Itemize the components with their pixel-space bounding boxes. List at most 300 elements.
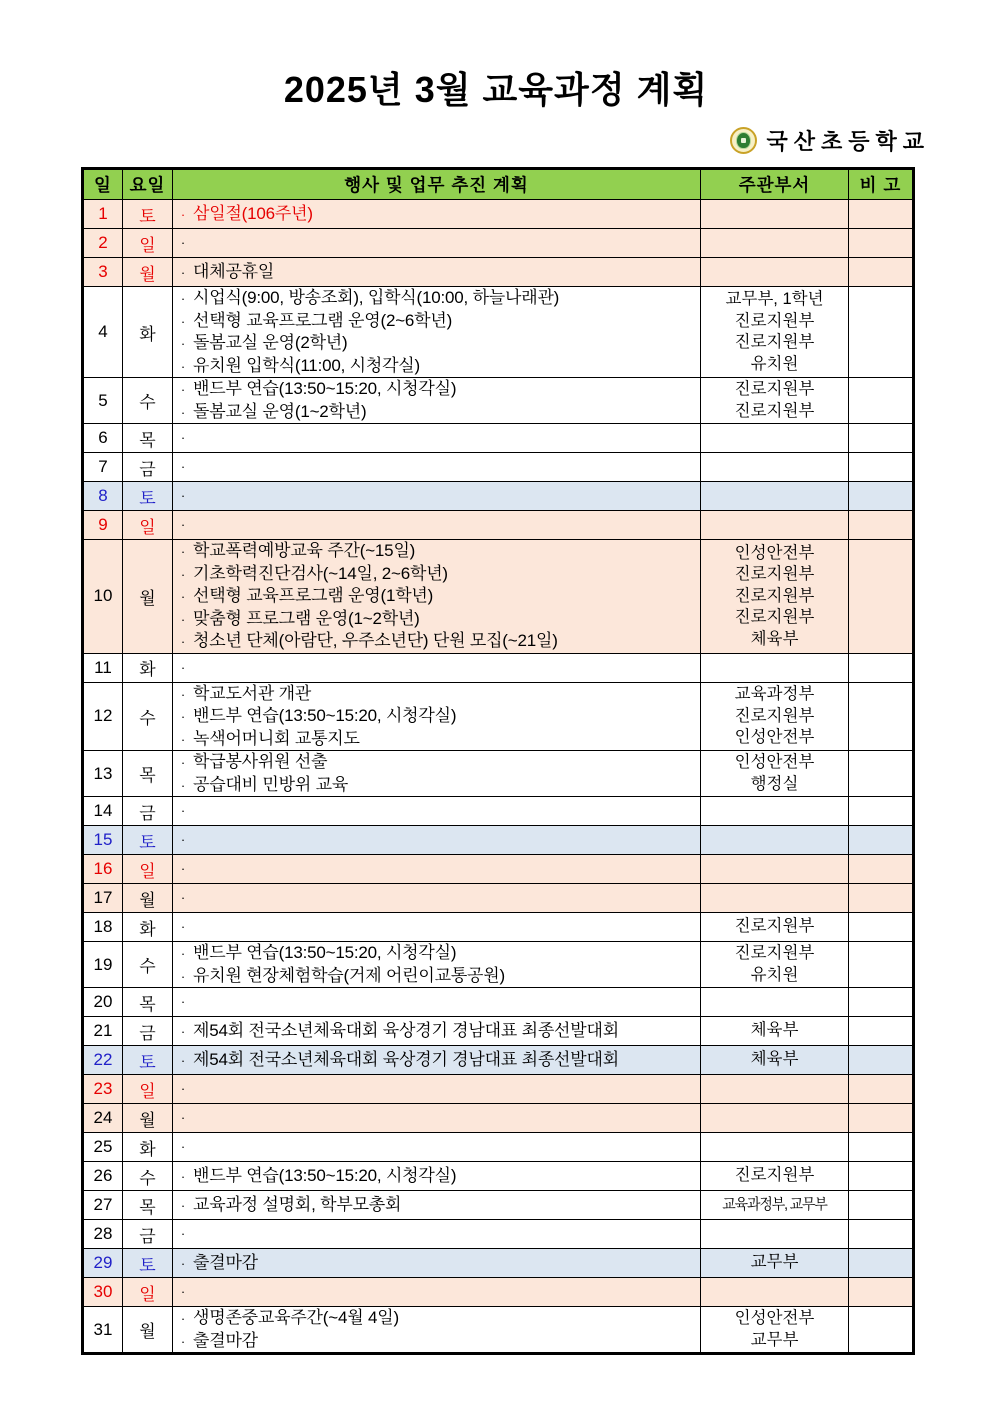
weekday-cell: 월 [123, 1104, 173, 1133]
column-header: 주관부서 [701, 169, 849, 200]
table-row [83, 797, 914, 826]
department-cell [701, 378, 849, 424]
day-cell: 28 [83, 1220, 123, 1249]
note-cell [849, 1307, 914, 1354]
department-cell [701, 855, 849, 884]
weekday-cell: 월 [123, 1307, 173, 1354]
bullet-icon: · [180, 1255, 186, 1271]
bullet-icon: · [180, 358, 186, 374]
department-cell [701, 1133, 849, 1162]
department-line: 교무부, 1학년 [725, 290, 824, 308]
event-line [173, 1136, 700, 1158]
department-cell [701, 942, 849, 988]
event-text: 제54회 전국소년체육대회 육상경기 경남대표 최종선발대회 [193, 1049, 619, 1069]
table-row [83, 482, 914, 511]
bullet-icon: · [180, 1197, 186, 1213]
events-cell [173, 453, 701, 482]
events-cell [173, 287, 701, 378]
event-text: 돌봄교실 운영(2학년) [193, 333, 348, 352]
table-row [83, 229, 914, 258]
table-row [83, 653, 914, 682]
day-cell: 16 [83, 855, 123, 884]
department-cell [701, 1162, 849, 1191]
day-cell: 22 [83, 1046, 123, 1075]
event-line [173, 1165, 700, 1188]
day-cell: 18 [83, 913, 123, 942]
event-line [173, 608, 700, 631]
note-cell [849, 200, 914, 229]
event-line [173, 965, 700, 988]
table-row [83, 1249, 914, 1278]
table-row [83, 1046, 914, 1075]
note-cell [849, 751, 914, 797]
department-cell [701, 1104, 849, 1133]
table-row [83, 884, 914, 913]
department-cell [701, 1191, 849, 1220]
weekday-cell: 일 [123, 229, 173, 258]
event-text: 유치원 현장체험학습(거제 어린이교통공원) [193, 965, 505, 985]
event-line [173, 287, 700, 310]
event-line [173, 630, 700, 653]
department-cell [701, 913, 849, 942]
page-title: 2025년 3월 교육과정 계획 [283, 69, 709, 110]
table-row [83, 1133, 914, 1162]
weekday-cell: 목 [123, 751, 173, 797]
bullet-icon: · [180, 709, 186, 724]
department-line: 진로지원부 [734, 1166, 815, 1185]
event-line [173, 887, 700, 909]
events-cell [173, 540, 701, 654]
note-cell [849, 1075, 914, 1104]
department-cell [701, 884, 849, 913]
day-cell: 10 [83, 540, 123, 654]
table-row [83, 287, 914, 378]
event-line [173, 1049, 700, 1072]
weekday-cell: 화 [123, 287, 173, 378]
events-cell [173, 1307, 701, 1354]
bullet-icon: · [180, 488, 186, 504]
weekday-cell: 수 [123, 942, 173, 988]
note-cell [849, 1104, 914, 1133]
day-cell: 25 [83, 1133, 123, 1162]
school-emblem-icon [730, 127, 757, 154]
note-cell [849, 287, 914, 378]
bullet-icon: · [180, 1284, 186, 1300]
department-cell [701, 826, 849, 855]
event-line [173, 540, 700, 563]
day-cell: 29 [83, 1249, 123, 1278]
events-cell [173, 1104, 701, 1133]
day-cell: 19 [83, 942, 123, 988]
schedule-table [81, 167, 915, 1355]
table-row [83, 913, 914, 942]
table-row [83, 682, 914, 751]
day-cell: 7 [83, 453, 123, 482]
note-cell [849, 229, 914, 258]
event-text: 녹색어머니회 교통지도 [193, 728, 360, 748]
events-cell [173, 258, 701, 287]
bullet-icon: · [180, 634, 186, 649]
bullet-icon: · [180, 566, 186, 582]
event-text: 삼일절(106주년) [193, 203, 313, 223]
event-line [173, 657, 700, 679]
department-line: 체육부 [750, 629, 799, 648]
weekday-cell: 화 [123, 913, 173, 942]
bullet-icon: · [180, 235, 186, 251]
day-cell: 3 [83, 258, 123, 287]
department-cell [701, 287, 849, 378]
table-row [83, 540, 914, 654]
events-cell [173, 482, 701, 511]
bullet-icon: · [180, 861, 186, 877]
weekday-cell: 금 [123, 453, 173, 482]
department-line: 유치원 [750, 354, 799, 373]
day-cell: 1 [83, 200, 123, 229]
event-text: 선택형 교육프로그램 운영(1학년) [193, 586, 434, 605]
bullet-icon: · [180, 404, 186, 420]
bullet-icon: · [180, 291, 186, 306]
weekday-cell: 수 [123, 378, 173, 424]
weekday-cell: 일 [123, 1075, 173, 1104]
bullet-icon: · [180, 919, 186, 935]
department-line: 체육부 [750, 1050, 799, 1069]
event-text: 학급봉사위원 선출 [193, 752, 328, 771]
event-text: 선택형 교육프로그램 운영(2~6학년) [193, 310, 453, 330]
department-cell [701, 200, 849, 229]
table-row [83, 751, 914, 797]
event-line [173, 916, 700, 938]
department-line: 체육부 [750, 1021, 799, 1040]
department-cell [701, 1017, 849, 1046]
department-cell [701, 797, 849, 826]
weekday-cell: 일 [123, 1278, 173, 1307]
event-line [173, 728, 700, 751]
events-cell [173, 942, 701, 988]
bullet-icon: · [180, 430, 186, 446]
event-line [173, 1223, 700, 1245]
event-line [173, 1194, 700, 1217]
day-cell: 2 [83, 229, 123, 258]
table-row [83, 511, 914, 540]
events-cell [173, 826, 701, 855]
day-cell: 31 [83, 1307, 123, 1354]
weekday-cell: 금 [123, 797, 173, 826]
department-cell [701, 988, 849, 1017]
event-line [173, 203, 700, 226]
note-cell [849, 855, 914, 884]
day-cell: 17 [83, 884, 123, 913]
table-row [83, 1017, 914, 1046]
events-cell [173, 1133, 701, 1162]
table-row [83, 1278, 914, 1307]
weekday-cell: 금 [123, 1220, 173, 1249]
table-row [83, 855, 914, 884]
note-cell [849, 1162, 914, 1191]
event-line [173, 800, 700, 822]
event-text: 생명존중교육주간(~4월 4일) [193, 1308, 399, 1327]
events-cell [173, 1075, 701, 1104]
events-cell [173, 797, 701, 826]
department-cell [701, 1249, 849, 1278]
day-cell: 24 [83, 1104, 123, 1133]
note-cell [849, 258, 914, 287]
events-cell [173, 1220, 701, 1249]
event-line [173, 942, 700, 965]
table-row [83, 826, 914, 855]
events-cell [173, 1191, 701, 1220]
events-cell [173, 229, 701, 258]
events-cell [173, 884, 701, 913]
event-text: 청소년 단체(아람단, 우주소년단) 단원 모집(~21일) [193, 631, 558, 650]
event-text: 밴드부 연습(13:50~15:20, 시청각실) [193, 379, 457, 398]
department-line: 교육과정부, 교무부 [722, 1196, 827, 1214]
note-cell [849, 378, 914, 424]
table-row [83, 1162, 914, 1191]
note-cell [849, 1249, 914, 1278]
event-line [173, 1307, 700, 1330]
note-cell [849, 511, 914, 540]
events-cell [173, 751, 701, 797]
department-line: 인성안전부 [734, 728, 815, 746]
events-cell [173, 511, 701, 540]
note-cell [849, 424, 914, 453]
event-text: 출결마감 [193, 1330, 258, 1350]
department-line: 유치원 [750, 965, 799, 984]
day-cell: 30 [83, 1278, 123, 1307]
weekday-cell: 목 [123, 424, 173, 453]
weekday-cell: 목 [123, 1191, 173, 1220]
bullet-icon: · [180, 755, 186, 770]
note-cell [849, 482, 914, 511]
event-line [173, 378, 700, 401]
bullet-icon: · [180, 517, 186, 533]
bullet-icon: · [180, 731, 186, 747]
event-line [173, 232, 700, 254]
events-cell [173, 1162, 701, 1191]
event-line [173, 563, 700, 586]
note-cell [849, 540, 914, 654]
department-cell [701, 540, 849, 654]
bullet-icon: · [180, 313, 186, 329]
events-cell [173, 1046, 701, 1075]
event-line [173, 585, 700, 608]
bullet-icon: · [180, 264, 186, 280]
weekday-cell: 일 [123, 855, 173, 884]
day-cell: 9 [83, 511, 123, 540]
event-line [173, 332, 700, 355]
department-line: 교무부 [750, 1253, 799, 1272]
event-line [173, 1330, 700, 1353]
event-line [173, 829, 700, 851]
day-cell: 21 [83, 1017, 123, 1046]
note-cell [849, 1220, 914, 1249]
day-cell: 5 [83, 378, 123, 424]
event-text: 학교폭력예방교육 주간(~15일) [193, 541, 416, 560]
note-cell [849, 1278, 914, 1307]
day-cell: 11 [83, 653, 123, 682]
department-cell [701, 1075, 849, 1104]
department-cell [701, 482, 849, 511]
department-cell [701, 511, 849, 540]
event-line [173, 485, 700, 507]
event-line [173, 401, 700, 424]
event-text: 맞춤형 프로그램 운영(1~2학년) [193, 608, 420, 628]
weekday-cell: 목 [123, 988, 173, 1017]
department-cell [701, 653, 849, 682]
weekday-cell: 월 [123, 540, 173, 654]
event-line [173, 751, 700, 774]
note-cell [849, 453, 914, 482]
weekday-cell: 토 [123, 200, 173, 229]
event-line [173, 1078, 700, 1100]
weekday-cell: 화 [123, 653, 173, 682]
event-line [173, 774, 700, 797]
bullet-icon: · [180, 1052, 186, 1068]
department-line: 진로지원부 [734, 608, 815, 626]
event-line [173, 427, 700, 449]
bullet-icon: · [180, 589, 186, 604]
bullet-icon: · [180, 544, 186, 559]
department-cell [701, 751, 849, 797]
department-line: 인성안전부 [734, 543, 815, 562]
bullet-icon: · [180, 686, 186, 702]
bullet-icon: · [180, 968, 186, 984]
events-cell [173, 1017, 701, 1046]
event-line [173, 683, 700, 706]
bullet-icon: · [180, 1311, 186, 1326]
school-name: 국산초등학교 [766, 128, 930, 154]
department-cell [701, 1220, 849, 1249]
bullet-icon: · [180, 832, 186, 848]
department-line: 진로지원부 [734, 706, 815, 725]
department-cell [701, 1307, 849, 1354]
events-cell [173, 200, 701, 229]
bullet-icon: · [180, 1333, 186, 1349]
weekday-cell: 월 [123, 258, 173, 287]
table-row [83, 1075, 914, 1104]
event-text: 학교도서관 개관 [193, 683, 312, 703]
note-cell [849, 942, 914, 988]
event-line [173, 1281, 700, 1303]
bullet-icon: · [180, 1081, 186, 1097]
event-text: 밴드부 연습(13:50~15:20, 시청각실) [193, 943, 457, 962]
event-text: 대체공휴일 [193, 261, 275, 281]
department-line: 진로지원부 [734, 586, 815, 605]
department-cell [701, 453, 849, 482]
event-line [173, 705, 700, 728]
department-cell [701, 682, 849, 751]
table-row [83, 378, 914, 424]
bullet-icon: · [180, 336, 186, 351]
department-line: 진로지원부 [734, 380, 815, 398]
bullet-icon: · [180, 1226, 186, 1242]
bullet-icon: · [180, 1023, 186, 1039]
bullet-icon: · [180, 1139, 186, 1155]
event-text: 밴드부 연습(13:50~15:20, 시청각실) [193, 1165, 457, 1185]
event-text: 교육과정 설명회, 학부모총회 [193, 1194, 402, 1214]
event-line [173, 261, 700, 284]
note-cell [849, 988, 914, 1017]
weekday-cell: 토 [123, 482, 173, 511]
event-line [173, 355, 700, 378]
event-line [173, 1020, 700, 1043]
event-line [173, 1107, 700, 1129]
table-row [83, 1220, 914, 1249]
department-line: 진로지원부 [734, 565, 815, 583]
events-cell [173, 855, 701, 884]
department-line: 행정실 [750, 774, 799, 793]
note-cell [849, 797, 914, 826]
event-text: 제54회 전국소년체육대회 육상경기 경남대표 최종선발대회 [193, 1020, 619, 1040]
event-text: 공습대비 민방위 교육 [193, 774, 349, 794]
table-row [83, 988, 914, 1017]
note-cell [849, 653, 914, 682]
table-row [83, 424, 914, 453]
department-cell [701, 424, 849, 453]
bullet-icon: · [180, 777, 186, 793]
weekday-cell: 금 [123, 1017, 173, 1046]
table-row [83, 942, 914, 988]
department-cell [701, 1278, 849, 1307]
event-line [173, 858, 700, 880]
bullet-icon: · [180, 1168, 186, 1184]
note-cell [849, 826, 914, 855]
column-header: 일 [83, 169, 123, 200]
bullet-icon: · [180, 803, 186, 819]
day-cell: 13 [83, 751, 123, 797]
column-header: 요일 [123, 169, 173, 200]
weekday-cell: 수 [123, 682, 173, 751]
event-text: 돌봄교실 운영(1~2학년) [193, 401, 367, 421]
department-line: 인성안전부 [734, 753, 815, 771]
department-line: 진로지원부 [734, 401, 815, 420]
department-line: 진로지원부 [734, 917, 815, 936]
table-header [83, 169, 914, 200]
day-cell: 23 [83, 1075, 123, 1104]
note-cell [849, 682, 914, 751]
bullet-icon: · [180, 890, 186, 906]
column-header: 비 고 [849, 169, 914, 200]
events-cell [173, 1249, 701, 1278]
department-cell [701, 229, 849, 258]
event-line [173, 456, 700, 478]
weekday-cell: 토 [123, 1249, 173, 1278]
note-cell [849, 913, 914, 942]
note-cell [849, 1046, 914, 1075]
department-line: 진로지원부 [734, 311, 815, 330]
event-line [173, 310, 700, 333]
table-row [83, 200, 914, 229]
weekday-cell: 월 [123, 884, 173, 913]
note-cell [849, 884, 914, 913]
table-row [83, 1307, 914, 1354]
day-cell: 12 [83, 682, 123, 751]
department-line: 교무부 [750, 1330, 799, 1349]
event-line [173, 991, 700, 1013]
day-cell: 27 [83, 1191, 123, 1220]
note-cell [849, 1017, 914, 1046]
bullet-icon: · [180, 382, 186, 397]
events-cell [173, 653, 701, 682]
event-line [173, 514, 700, 536]
bullet-icon: · [180, 946, 186, 961]
day-cell: 8 [83, 482, 123, 511]
department-cell [701, 258, 849, 287]
department-line: 진로지원부 [734, 944, 815, 962]
bullet-icon: · [180, 994, 186, 1010]
events-cell [173, 682, 701, 751]
weekday-cell: 토 [123, 1046, 173, 1075]
